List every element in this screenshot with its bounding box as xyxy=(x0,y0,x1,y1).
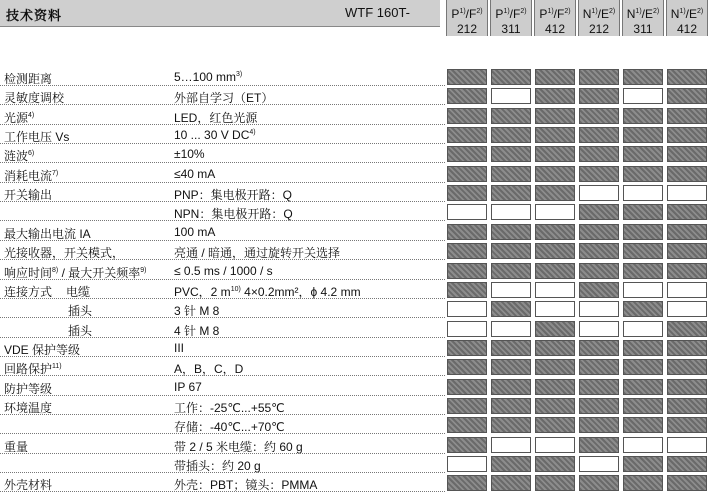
page-title: 技术资料 xyxy=(6,8,63,23)
row-value: ≤ 0.5 ms / 1000 / s xyxy=(174,263,273,278)
applicable-cell xyxy=(491,224,531,240)
row-label: 环境温度 xyxy=(4,400,53,415)
applicable-cell xyxy=(579,69,619,85)
applicable-cell xyxy=(535,127,575,143)
applicable-cell xyxy=(667,108,707,124)
row-sublabel: 电缆 xyxy=(66,284,91,299)
applicable-cell xyxy=(667,475,707,491)
applicable-cell xyxy=(623,243,663,259)
table-row xyxy=(0,184,713,202)
row-divider xyxy=(0,453,445,454)
applicable-cell xyxy=(623,108,663,124)
row-divider xyxy=(0,375,445,376)
applicable-cell xyxy=(447,166,487,182)
row-value: 外部自学习（ET） xyxy=(174,91,274,106)
applicable-cell xyxy=(579,224,619,240)
row-value: III xyxy=(174,340,185,355)
applicable-cell xyxy=(535,146,575,162)
applicable-cell xyxy=(667,88,707,104)
row-divider xyxy=(0,395,445,396)
not-applicable-cell xyxy=(623,185,663,201)
applicable-cell xyxy=(535,340,575,356)
row-divider xyxy=(0,182,445,183)
applicable-cell xyxy=(535,475,575,491)
row-sublabel: 插头 xyxy=(68,323,93,338)
applicable-cell xyxy=(491,127,531,143)
applicable-cell xyxy=(447,263,487,279)
not-applicable-cell xyxy=(667,301,707,317)
row-value: 工作：-25℃...+55℃ xyxy=(174,400,285,415)
row-divider xyxy=(0,104,445,105)
applicable-cell xyxy=(667,146,707,162)
row-value: 亮通 / 暗通，通过旋转开关选择 xyxy=(174,246,341,261)
table-row xyxy=(0,262,713,280)
not-applicable-cell xyxy=(623,282,663,298)
row-label: 连接方式 xyxy=(4,284,53,299)
applicable-cell xyxy=(623,204,663,220)
not-applicable-cell xyxy=(491,437,531,453)
row-divider xyxy=(0,279,445,280)
not-applicable-cell xyxy=(447,456,487,472)
table-row xyxy=(0,165,713,183)
table-row xyxy=(0,300,713,318)
applicable-cell xyxy=(491,359,531,375)
row-label: 开关输出 xyxy=(4,188,53,203)
not-applicable-cell xyxy=(667,437,707,453)
not-applicable-cell xyxy=(623,321,663,337)
applicable-cell xyxy=(623,263,663,279)
applicable-cell xyxy=(667,379,707,395)
table-row xyxy=(0,242,713,260)
applicable-cell xyxy=(491,340,531,356)
row-value: PNP：集电极开路：Q xyxy=(174,188,293,203)
not-applicable-cell xyxy=(667,282,707,298)
applicable-cell xyxy=(623,127,663,143)
row-value: 带插头：约 20 g xyxy=(174,459,261,473)
row-divider xyxy=(0,240,445,241)
applicable-cell xyxy=(623,340,663,356)
applicable-cell xyxy=(667,263,707,279)
applicable-cell xyxy=(667,69,707,85)
applicable-cell xyxy=(535,108,575,124)
applicable-cell xyxy=(579,166,619,182)
table-row xyxy=(0,145,713,163)
applicable-cell xyxy=(535,185,575,201)
header-bar xyxy=(0,0,440,27)
row-value: 5…100 $mm^{3)}$ xyxy=(174,70,243,84)
applicable-cell xyxy=(447,282,487,298)
applicable-cell xyxy=(491,301,531,317)
applicable-cell xyxy=(535,321,575,337)
applicable-cell xyxy=(579,475,619,491)
applicable-cell xyxy=(667,224,707,240)
applicable-cell xyxy=(623,456,663,472)
applicable-cell xyxy=(447,437,487,453)
applicable-cell xyxy=(579,263,619,279)
table-row xyxy=(0,397,713,415)
applicable-cell xyxy=(667,243,707,259)
applicable-cell xyxy=(667,456,707,472)
applicable-cell xyxy=(447,475,487,491)
applicable-cell xyxy=(447,379,487,395)
applicable-cell xyxy=(447,146,487,162)
not-applicable-cell xyxy=(579,456,619,472)
applicable-cell xyxy=(491,146,531,162)
applicable-cell xyxy=(579,88,619,104)
applicable-cell xyxy=(447,224,487,240)
row-label: 防护等级 xyxy=(4,381,53,396)
row-label: 回路保护$^{11)}$ xyxy=(4,362,62,377)
row-label: 工作电压 Vs xyxy=(4,130,70,145)
row-label: 消耗电流$^{7)}$ xyxy=(4,168,59,183)
column-header: $P^{1)}/F^{2)}$ 412 xyxy=(534,0,576,36)
row-value: NPN：集电极开路：Q xyxy=(174,207,293,222)
applicable-cell xyxy=(535,88,575,104)
applicable-cell xyxy=(491,398,531,414)
row-value: LED，红色光源 xyxy=(174,110,258,125)
applicable-cell xyxy=(535,398,575,414)
applicable-cell xyxy=(579,243,619,259)
row-label: 光接收器，开关模式， xyxy=(4,246,125,261)
applicable-cell xyxy=(579,398,619,414)
row-value: 存储：-40℃...+70℃ xyxy=(174,420,285,435)
applicable-cell xyxy=(491,243,531,259)
applicable-cell xyxy=(491,69,531,85)
applicable-cell xyxy=(667,417,707,433)
column-header: $P^{1)}/F^{2)}$ 311 xyxy=(490,0,532,36)
row-value: 3 针 M 8 xyxy=(174,304,220,319)
table-row xyxy=(0,223,713,241)
applicable-cell xyxy=(535,417,575,433)
applicable-cell xyxy=(535,69,575,85)
table-row xyxy=(0,455,713,473)
applicable-cell xyxy=(579,437,619,453)
applicable-cell xyxy=(623,417,663,433)
not-applicable-cell xyxy=(535,282,575,298)
not-applicable-cell xyxy=(579,321,619,337)
applicable-cell xyxy=(491,379,531,395)
applicable-cell xyxy=(491,475,531,491)
not-applicable-cell xyxy=(535,301,575,317)
applicable-cell xyxy=(667,204,707,220)
row-label: 外壳材料 xyxy=(4,478,53,493)
applicable-cell xyxy=(623,301,663,317)
applicable-cell xyxy=(579,146,619,162)
row-value: PVC，2 $m^{10)}$ 4×0.2mm²，ϕ 4.2 mm xyxy=(174,284,361,299)
row-divider xyxy=(0,162,445,163)
not-applicable-cell xyxy=(579,185,619,201)
applicable-cell xyxy=(623,146,663,162)
applicable-cell xyxy=(447,417,487,433)
applicable-cell xyxy=(667,321,707,337)
model-name: WTF 160T- xyxy=(345,5,411,20)
not-applicable-cell xyxy=(491,282,531,298)
not-applicable-cell xyxy=(535,204,575,220)
applicable-cell xyxy=(667,340,707,356)
applicable-cell xyxy=(447,398,487,414)
applicable-cell xyxy=(491,166,531,182)
row-label: VDE 保护等级 xyxy=(4,342,81,357)
row-divider xyxy=(0,298,445,299)
row-divider xyxy=(0,491,445,492)
row-label: 涟波$^{6)}$ xyxy=(4,149,35,164)
applicable-cell xyxy=(491,108,531,124)
table-row xyxy=(0,87,713,105)
column-header: $N^{1)}/E^{2)}$ 412 xyxy=(666,0,708,36)
row-label: 检测距离 xyxy=(4,72,53,86)
row-sublabel: 插头 xyxy=(68,304,93,319)
table-row xyxy=(0,126,713,144)
row-value: 100 mA xyxy=(174,224,216,239)
table-row xyxy=(0,107,713,125)
row-value: ±10% xyxy=(174,147,205,162)
table-row xyxy=(0,416,713,434)
row-divider xyxy=(0,124,445,125)
table-row xyxy=(0,320,713,338)
applicable-cell xyxy=(623,166,663,182)
row-label: 重量 xyxy=(4,439,29,454)
applicable-cell xyxy=(667,166,707,182)
applicable-cell xyxy=(579,340,619,356)
applicable-cell xyxy=(447,340,487,356)
applicable-cell xyxy=(535,359,575,375)
applicable-cell xyxy=(579,204,619,220)
not-applicable-cell xyxy=(623,437,663,453)
applicable-cell xyxy=(447,243,487,259)
not-applicable-cell xyxy=(447,204,487,220)
applicable-cell xyxy=(667,127,707,143)
applicable-cell xyxy=(579,417,619,433)
row-value: ≤40 mA xyxy=(174,166,216,181)
applicable-cell xyxy=(447,88,487,104)
applicable-cell xyxy=(623,69,663,85)
table-row xyxy=(0,203,713,221)
applicable-cell xyxy=(447,108,487,124)
applicable-cell xyxy=(579,108,619,124)
applicable-cell xyxy=(667,398,707,414)
table-row xyxy=(0,68,713,86)
applicable-cell xyxy=(667,359,707,375)
row-label: 最大输出电流 IA xyxy=(4,226,91,241)
row-label: 灵敏度调校 xyxy=(4,91,65,106)
applicable-cell xyxy=(579,359,619,375)
column-header: $N^{1)}/E^{2)}$ 212 xyxy=(578,0,620,36)
applicable-cell xyxy=(535,224,575,240)
row-value: A，B，C，D xyxy=(174,362,244,377)
not-applicable-cell xyxy=(579,301,619,317)
row-divider xyxy=(0,433,445,434)
table-row xyxy=(0,358,713,376)
row-label: 光源$^{4)}$ xyxy=(4,110,35,125)
row-divider xyxy=(0,220,445,221)
applicable-cell xyxy=(623,224,663,240)
applicable-cell xyxy=(579,282,619,298)
table-row xyxy=(0,281,713,299)
applicable-cell xyxy=(535,166,575,182)
row-divider xyxy=(0,85,445,86)
applicable-cell xyxy=(491,456,531,472)
applicable-cell xyxy=(491,263,531,279)
row-value: IP 67 xyxy=(174,379,202,394)
row-value: 带 2 / 5 米电缆：约 60 g xyxy=(174,439,303,454)
column-header: $N^{1)}/E^{2)}$ 311 xyxy=(622,0,664,36)
applicable-cell xyxy=(447,359,487,375)
applicable-cell xyxy=(579,379,619,395)
not-applicable-cell xyxy=(447,301,487,317)
row-divider xyxy=(0,356,445,357)
table-row xyxy=(0,339,713,357)
table-row xyxy=(0,378,713,396)
applicable-cell xyxy=(623,475,663,491)
not-applicable-cell xyxy=(447,321,487,337)
row-divider xyxy=(0,414,445,415)
applicable-cell xyxy=(447,69,487,85)
not-applicable-cell xyxy=(491,321,531,337)
applicable-cell xyxy=(447,185,487,201)
applicable-cell xyxy=(447,127,487,143)
row-divider xyxy=(0,259,445,260)
table-row xyxy=(0,474,713,492)
row-divider xyxy=(0,201,445,202)
not-applicable-cell xyxy=(491,88,531,104)
applicable-cell xyxy=(491,417,531,433)
row-value: 4 针 M 8 xyxy=(174,323,220,338)
applicable-cell xyxy=(535,263,575,279)
applicable-cell xyxy=(623,379,663,395)
table-row xyxy=(0,436,713,454)
applicable-cell xyxy=(623,398,663,414)
applicable-cell xyxy=(579,127,619,143)
applicable-cell xyxy=(491,185,531,201)
row-divider xyxy=(0,317,445,318)
applicable-cell xyxy=(535,456,575,472)
row-divider xyxy=(0,143,445,144)
column-header: $P^{1)}/F^{2)}$ 212 xyxy=(446,0,488,36)
applicable-cell xyxy=(623,359,663,375)
row-value: 10 ... 30 V DC$^{4)}$ xyxy=(174,128,256,143)
not-applicable-cell xyxy=(491,204,531,220)
not-applicable-cell xyxy=(535,437,575,453)
row-divider xyxy=(0,472,445,473)
not-applicable-cell xyxy=(623,88,663,104)
applicable-cell xyxy=(535,379,575,395)
row-label: 响应时间$^{8)}$ / 最大开关频率$^{9)}$ xyxy=(4,265,147,280)
row-divider xyxy=(0,337,445,338)
not-applicable-cell xyxy=(667,185,707,201)
row-value: 外壳：PBT；镜头：PMMA xyxy=(174,478,318,493)
applicable-cell xyxy=(535,243,575,259)
